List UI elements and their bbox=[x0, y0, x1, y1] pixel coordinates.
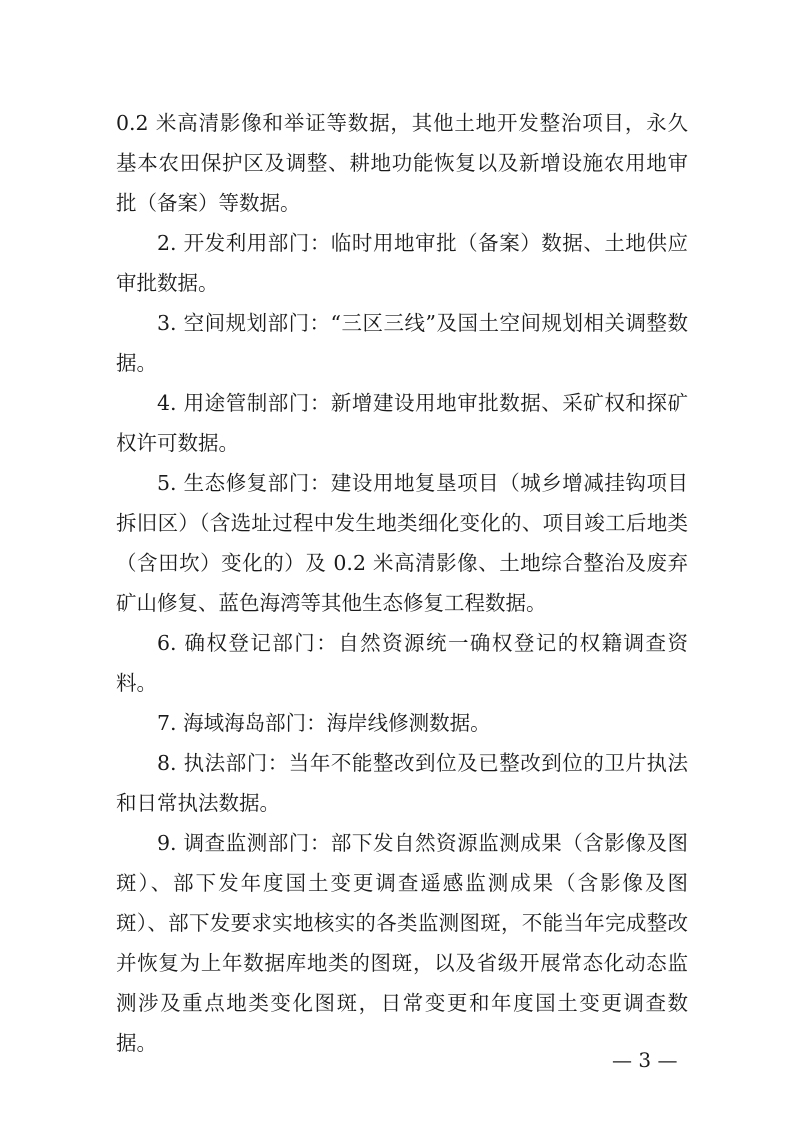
paragraph-item-9: 9. 调查监测部门：部下发自然资源监测成果（含影像及图斑）、部下发年度国土变更调查遥感监测成果（含影像及图斑）、部下发要求实地核实的各类监测图斑，不能当年完成整改并恢复为上年数据库地类的图斑，以及省级开展常态化动态监测涉及重点地类变化图斑，日常变更和年度国土变更调查数据。 bbox=[116, 831, 688, 1055]
paragraph-item-6: 6. 确权登记部门：自然资源统一确权登记的权籍调查资料。 bbox=[116, 631, 688, 695]
paragraph-item-5: 5. 生态修复部门：建设用地复垦项目（城乡增减挂钩项目拆旧区）（含选址过程中发生地类细化变化的、项目竣工后地类（含田坎）变化的）及 0.2 米高清影像、土地综合整治及废弃矿山修复、蓝色海湾等其他生态修复工程数据。 bbox=[116, 471, 688, 615]
paragraph-continuation: 0.2 米高清影像和举证等数据，其他土地开发整治项目，永久基本农田保护区及调整、耕地功能恢复以及新增设施农用地审批（备案）等数据。 bbox=[116, 111, 688, 215]
paragraph-item-4: 4. 用途管制部门：新增建设用地审批数据、采矿权和探矿权许可数据。 bbox=[116, 391, 688, 455]
paragraph-item-3: 3. 空间规划部门：“三区三线”及国土空间规划相关调整数据。 bbox=[116, 311, 688, 375]
document-body bbox=[116, 103, 688, 1063]
paragraph-item-8: 8. 执法部门：当年不能整改到位及已整改到位的卫片执法和日常执法数据。 bbox=[116, 751, 688, 815]
paragraph-item-2: 2. 开发利用部门：临时用地审批（备案）数据、土地供应审批数据。 bbox=[116, 231, 688, 295]
page-number: — 3 — bbox=[612, 1048, 678, 1072]
paragraph-item-7: 7. 海域海岛部门：海岸线修测数据。 bbox=[157, 711, 491, 735]
